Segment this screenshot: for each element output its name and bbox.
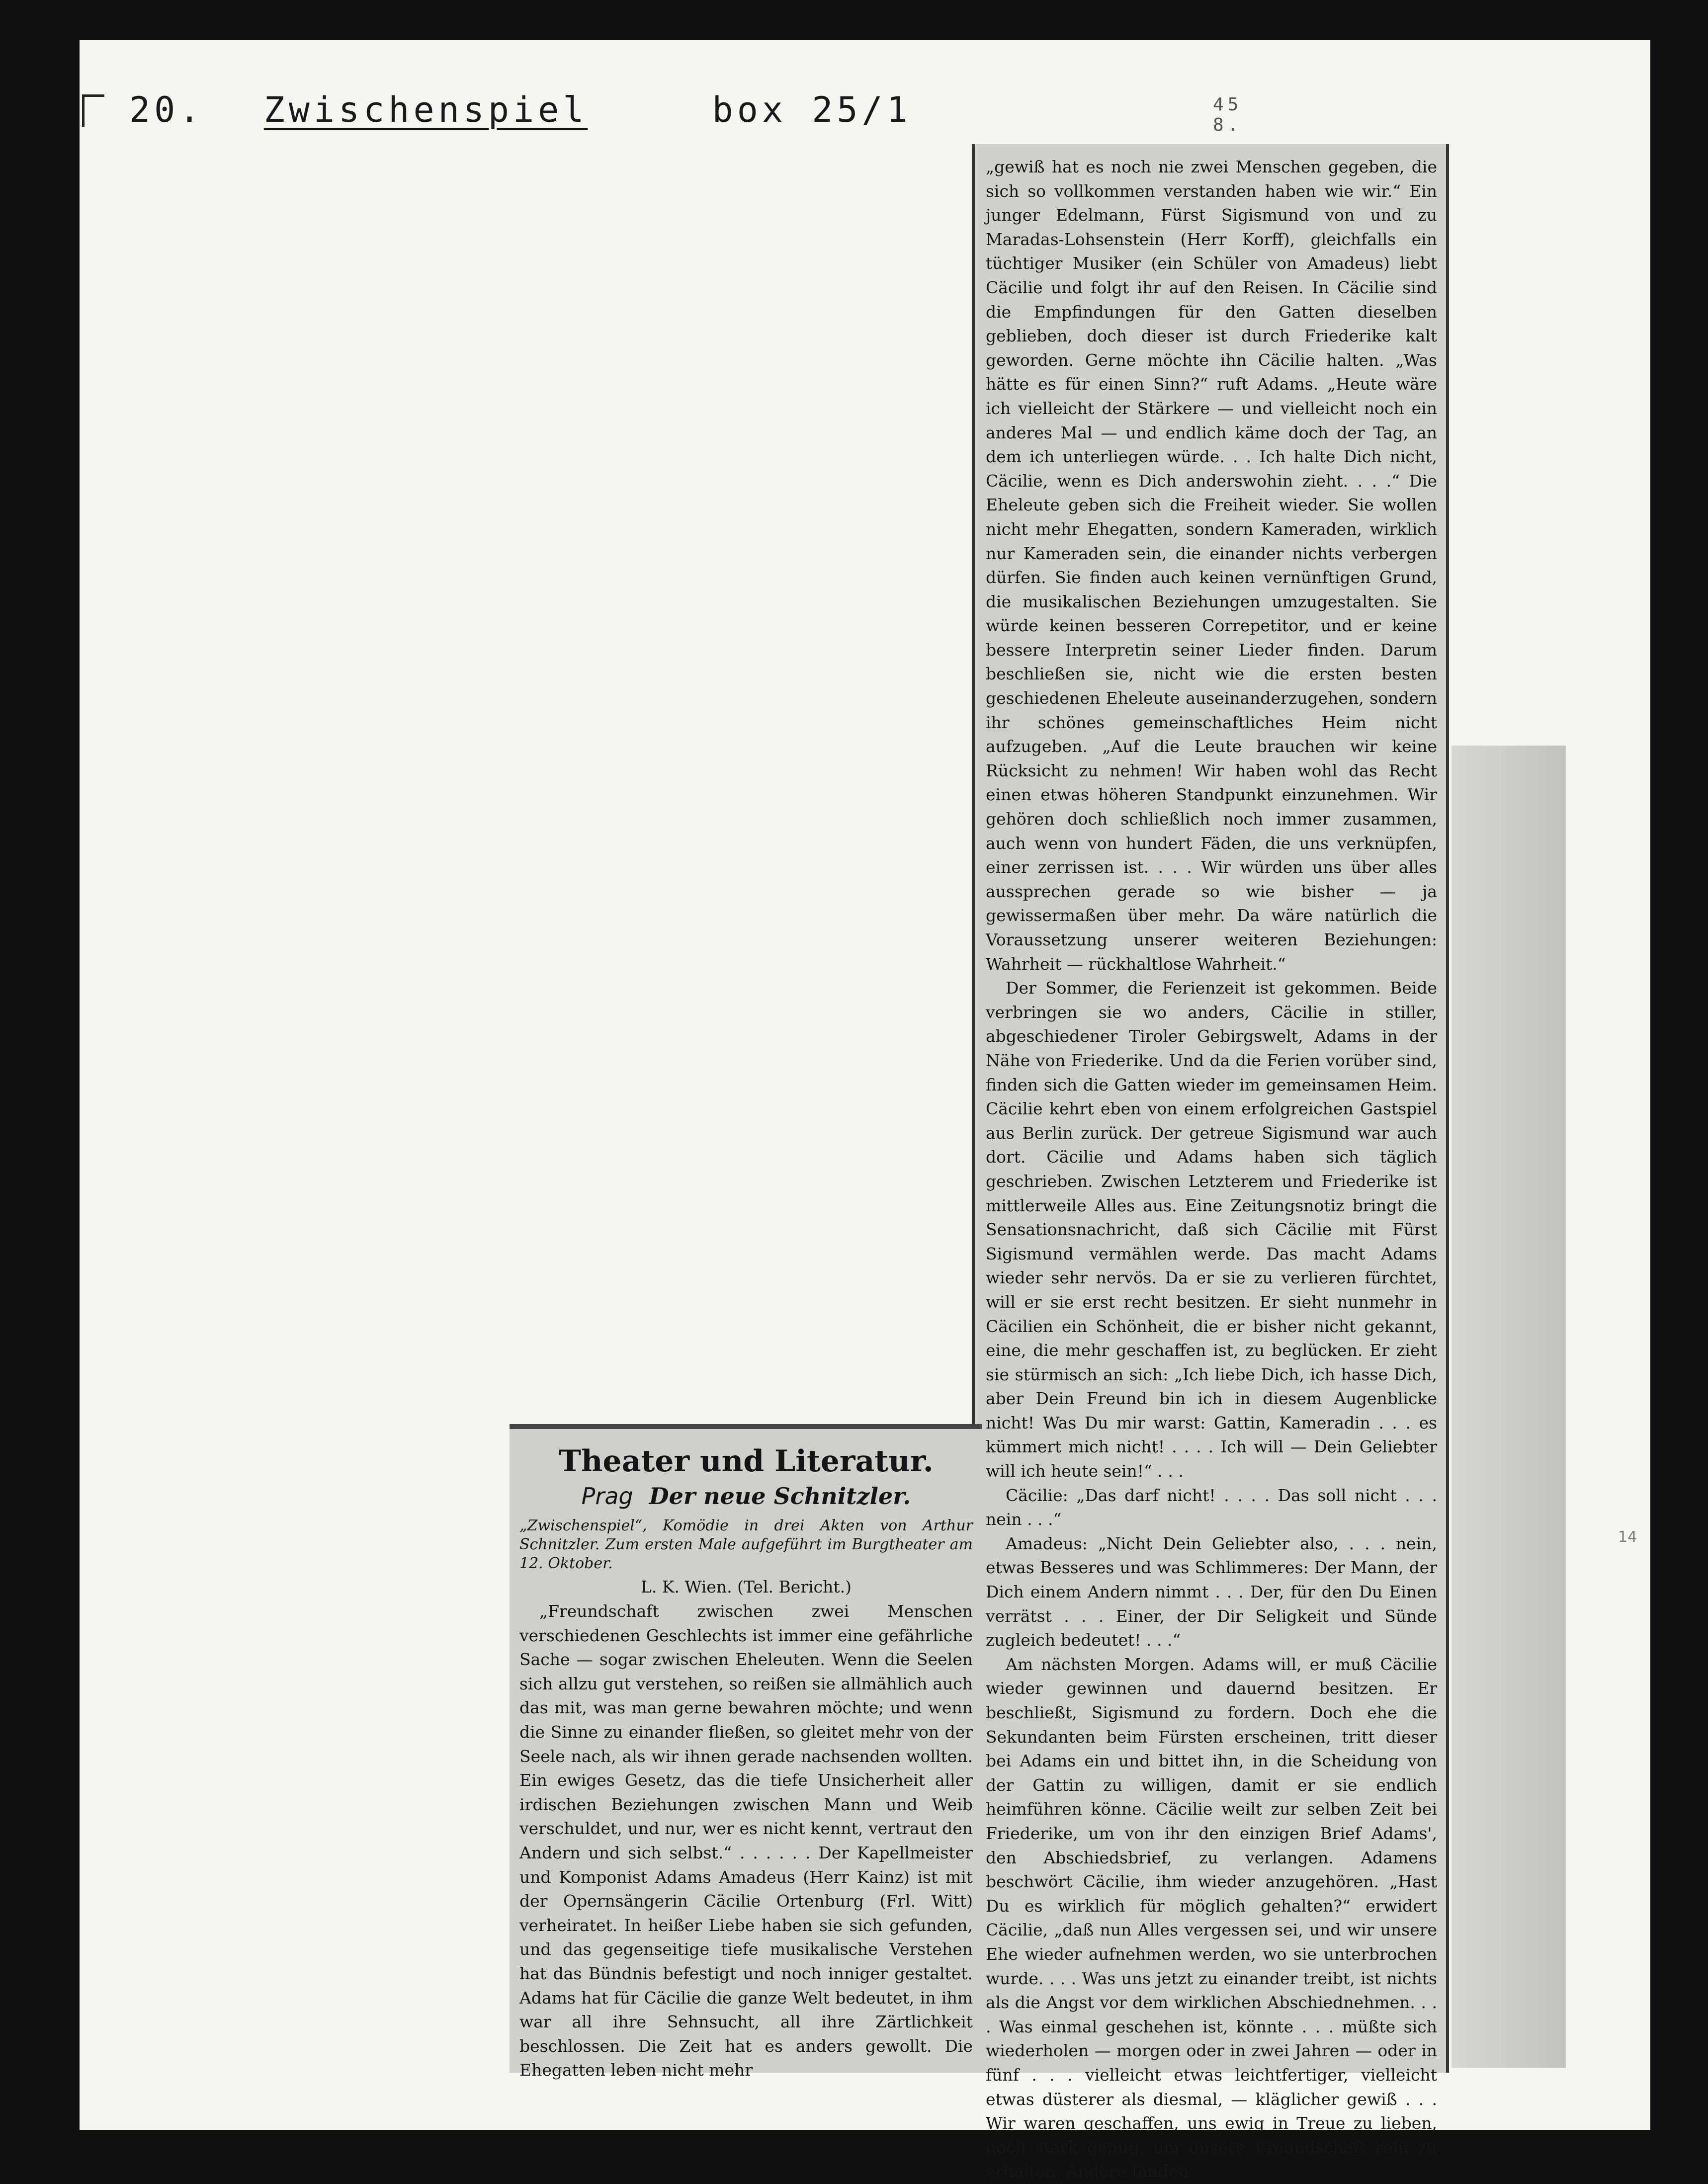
header-box: box 25/1 <box>712 89 912 130</box>
article-intro: „Zwischenspiel“, Komödie in drei Akten von Arthur Schnitzler. Zum ersten Male aufgeführt im Burgtheater am 12. Oktober. <box>519 1517 973 1572</box>
margin-mark: 14 <box>1618 1528 1637 1546</box>
section-heading: Theater und Literatur. <box>559 1444 934 1479</box>
corner-mark <box>82 94 104 127</box>
article-byline: L. K. Wien. (Tel. Bericht.) <box>640 1577 852 1596</box>
article-subheading: Der neue Schnitzler. <box>649 1483 911 1510</box>
header-faint-mark: 45 8. <box>1213 94 1243 135</box>
clipping-shadow <box>1452 746 1566 2068</box>
header-title: Zwischenspiel <box>263 89 588 130</box>
archive-header <box>129 89 1243 135</box>
right-paragraph-5: Am nächsten Morgen. Adams will, er muß Cäcilie wieder gewinnen und dauernd besitzen. Er beschließt, Sigismund zu fordern. Doch ehe die Sekundanten beim Fürsten erscheinen, tritt dieser bei Adams ein und bittet ihn, in die Scheidung von der Gattin zu willigen, damit er sie endlich heimführen könne. Cäcilie weilt zur selben Zeit bei Friederike, um von ihr den einzigen Brief Adams', den Abschiedsbrief, zu verlangen. Adamens beschwört Cäcilie, ihm wieder anzugehören. „Hast Du es wirklich für möglich gehalten?“ erwidert Cäcilie, „daß nun Alles vergessen sei, und wir unsere Ehe wieder aufnehmen werden, wo sie unterbrochen wurde. . . . Was uns jetzt zu einander treibt, ist nichts als die Angst vor dem wirklichen Abschiednehmen. . . . Was einmal geschehen ist, könnte . . . müßte sich wiederholen — morgen oder in zwei Jahren — oder in fünf . . . vielleicht etwas leichtfertiger, vielleicht etwas düsterer als diesmal, — kläglicher gewiß . . . Wir waren geschaffen, uns ewig in Treue zu lieben, noch stark genug, um unsere Freundschaft rein zu erhalten. Andere fänden <box>986 1654 1437 2182</box>
right-paragraph-3: Cäcilie: „Das darf nicht! . . . . Das soll nicht . . . nein . . .“ <box>986 1485 1437 1529</box>
right-paragraph-1: „gewiß hat es noch nie zwei Menschen gegeben, die sich so vollkommen verstanden haben wie wir.“ Ein junger Edelmann, Fürst Sigismund von und zu Maradas-Lohsenstein (Herr Korff), gleichfalls ein tüchtiger Musiker (ein Schüler von Amadeus) liebt Cäcilie und folgt ihr auf den Reisen. In Cäcilie sind die Empfindungen für den Gatten dieselben geblieben, doch dieser ist durch Friederike kalt geworden. Gerne möchte ihn Cäcilie halten. „Was hätte es für einen Sinn?“ ruft Adams. „Heute wäre ich vielleicht der Stärkere — und vielleicht noch ein anderes Mal — und endlich käme doch der Tag, an dem ich unterliegen würde. . . Ich halte Dich nicht, Cäcilie, wenn es Dich anderswohin zieht. . . .“ Die Eheleute geben sich die Freiheit wieder. Sie wollen nicht mehr Ehegatten, sondern Kameraden, wirklich nur Kameraden sein, die einander nichts verbergen dürfen. Sie finden auch keinen vernünftigen Grund, die musikalischen Beziehungen umzugestalten. Sie würde keinen besseren Correpetitor, und er keine bessere Interpretin seiner Lieder finden. Darum beschließen sie, nicht wie die ersten besten geschiedenen Eheleute auseinanderzugehen, sondern ihr schönes gemeinschaftliches Heim nicht aufzugeben. „Auf die Leute brauchen wir keine Rücksicht zu nehmen! Wir haben wohl das Recht einen etwas höheren Standpunkt einzunehmen. Wir gehören doch schließlich noch immer zusammen, auch wenn von hundert Fäden, die uns verknüpfen, einer zerrissen ist. . . . Wir würden uns über alles aussprechen gerade so wie bisher — ja gewissermaßen über mehr. Da wäre natürlich die Voraussetzung unserer weiteren Beziehungen: Wahrheit — rückhaltlose Wahrheit.“ <box>986 157 1437 974</box>
right-paragraph-2: Der Sommer, die Ferienzeit ist gekommen. Beide verbringen sie wo anders, Cäcilie in stiller, abgeschiedener Tiroler Gebirgswelt, Adams in der Nähe von Friederike. Und da die Ferien vorüber sind, finden sich die Gatten wieder im gemeinsamen Heim. Cäcilie kehrt eben von einem erfolgreichen Gastspiel aus Berlin zurück. Der getreue Sigismund war auch dort. Cäcilie und Adams haben sich täglich geschrieben. Zwischen Letzterem und Friederike ist mittlerweile Alles aus. Eine Zeitungsnotiz bringt die Sensationsnachricht, daß sich Cäcilie mit Fürst Sigismund vermählen werde. Das macht Adams wieder sehr nervös. Da er sie zu verlieren fürchtet, will er sie erst recht besitzen. Er sieht nunmehr in Cäcilien ein Schönheit, die er bisher nicht gekannt, eine, die mehr geschaffen ist, zu beglücken. Er zieht sie stürmisch an sich: „Ich liebe Dich, ich hasse Dich, aber Dein Freund bin ich in diesem Augenblicke nicht! Was Du mir warst: Gattin, Kameradin . . . es kümmert mich nicht! . . . . Ich will — Dein Geliebter will ich heute sein!“ . . . <box>986 978 1437 1481</box>
header-number: 20. <box>129 89 204 130</box>
clipping-right-column <box>972 144 1449 2182</box>
article-subheading-row <box>519 1483 973 1510</box>
handwritten-note: Prag <box>581 1483 633 1510</box>
article-body: „Freundschaft zwischen zwei Menschen verschiedenen Geschlechts ist immer eine gefährliche Sache — sogar zwischen Eheleuten. Wenn die Seelen sich allzu gut verstehen, so reißen sie allmählich auch das mit, was man gerne bewahren möchte; und wenn die Sinne zu einander fließen, so gleitet mehr von der Seele nach, als wir ihnen gerade nachsenden wollten. Ein ewiges Gesetz, das die tiefe Unsicherheit aller irdischen Beziehungen zwischen Mann und Weib verschuldet, und nur, wer es nicht kennt, vertraut den Andern und sich selbst.“ . . . . . . Der Kapellmeister und Komponist Adams Amadeus (Herr Kainz) ist mit der Opernsängerin Cäcilie Ortenburg (Frl. Witt) verheiratet. In heißer Liebe haben sie sich gefunden, und das gegenseitige tiefe musikalische Verstehen hat das Bündnis befestigt und noch inniger gestaltet. Adams hat für Cäcilie die ganze Welt bedeutet, in ihm war all ihre Sehnsucht, all ihre Zärtlichkeit beschlossen. Die Zeit hat es anders gewollt. Die Ehegatten leben nicht mehr <box>519 1601 973 2080</box>
clipping-left-column <box>510 1424 982 2080</box>
right-paragraph-4: Amadeus: „Nicht Dein Geliebter also, . . . nein, etwas Besseres und was Schlimmeres: Der Mann, der Dich einem Andern nimmt . . . Der, für den Du Einen verrätst . . . Einer, der Dir Seligkeit und Sünde zugleich bedeutet! . . .“ <box>986 1533 1437 1650</box>
